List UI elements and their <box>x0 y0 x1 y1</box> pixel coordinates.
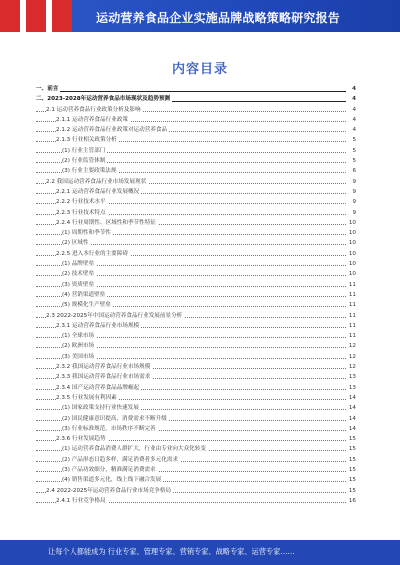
toc-entry-page: 15 <box>346 486 356 496</box>
footer-slogan: 让每个人都能成为 行业专家、管理专家、营销专家、战略专家、运营专家…… <box>48 547 295 556</box>
toc-entry-label: (1) 行业主管部门 <box>62 146 107 156</box>
toc-entry[interactable] <box>36 362 356 372</box>
toc-entry-page: 12 <box>346 341 356 351</box>
toc-entry[interactable] <box>36 218 356 228</box>
toc-entry-label: (1) 全球市场 <box>62 331 96 341</box>
toc-entry-label: (3) 行业标准规范，市场秩序不断完善 <box>62 424 158 434</box>
toc-entry-page: 9 <box>346 187 356 197</box>
toc-entry-label: 2.3.2 我国运动营养食品行业市场规模 <box>56 362 152 372</box>
toc-entry[interactable] <box>36 290 356 300</box>
toc-entry-page: 11 <box>346 331 356 341</box>
toc-entry-label: 2.3.3 我国运动营养食品行业市场需求 <box>56 372 152 382</box>
toc-entry[interactable] <box>36 156 356 166</box>
toc-entry-label: (3) 美国市场 <box>62 352 96 362</box>
toc-entry[interactable] <box>36 383 356 393</box>
toc-entry-label: 2.2.2 行业技术水平 <box>56 197 108 207</box>
toc-entry[interactable] <box>36 177 356 187</box>
toc-entry-label: 2.3 2022-2025年中国运动营养食品行业发展前景分析 <box>46 311 184 321</box>
toc-entry-page: 11 <box>346 321 356 331</box>
toc-entry-label: (4) 销售渠道多元化，线上线下融合发展 <box>62 475 163 485</box>
toc-entry[interactable] <box>36 475 356 485</box>
toc-entry[interactable] <box>36 424 356 434</box>
toc-entry-label: 2.3.5 行业发展有利因素 <box>56 393 119 403</box>
toc-entry-label: 二、2023-2028年运动营养食品市场现状及趋势预测 <box>36 94 172 104</box>
toc-entry-page: 4 <box>346 125 356 135</box>
toc-entry[interactable] <box>36 238 356 248</box>
toc-entry-page: 15 <box>346 434 356 444</box>
toc-entry[interactable] <box>36 249 356 259</box>
toc-entry-label: (3) 行业主要政策法规 <box>62 166 118 176</box>
toc-entry[interactable] <box>36 465 356 475</box>
toc-entry[interactable] <box>36 197 356 207</box>
toc-entry-page: 10 <box>346 259 356 269</box>
toc-entry-page: 12 <box>346 352 356 362</box>
toc-entry-label: 2.4 2022-2025年运动营养食品行业市场竞争格局 <box>46 486 173 496</box>
toc-entry[interactable] <box>36 486 356 496</box>
toc-entry-label: (1) 运动营养食品消费人群扩大，行业由专业向大众化转变 <box>62 444 208 454</box>
toc-entry[interactable] <box>36 341 356 351</box>
toc-entry-page: 10 <box>346 228 356 238</box>
toc-entry-label: 2.1 运动营养食品行业政策分析及影响 <box>46 105 143 115</box>
toc-entry[interactable] <box>36 352 356 362</box>
toc-entry-page: 9 <box>346 208 356 218</box>
toc-entry-page: 11 <box>346 311 356 321</box>
toc-entry-label: (1) 周期性和季节性 <box>62 228 113 238</box>
toc-entry-page: 10 <box>346 269 356 279</box>
toc-entry-label: 2.2.4 行业周期性、区域性和季节性特征 <box>56 218 158 228</box>
toc-entry[interactable] <box>36 187 356 197</box>
toc-entry-label: 2.1.1 运动营养食品行业政策 <box>56 115 130 125</box>
toc-entry-label: 2.3.1 运动营养食品行业市场规模 <box>56 321 141 331</box>
toc-entry[interactable] <box>36 331 356 341</box>
toc-entry[interactable] <box>36 300 356 310</box>
toc-entry[interactable] <box>36 269 356 279</box>
toc-entry-label: 2.2.5 进入本行业的主要障碍 <box>56 249 130 259</box>
toc-entry[interactable] <box>36 228 356 238</box>
toc-entry-page: 11 <box>346 290 356 300</box>
toc-entry-label: (2) 欧洲市场 <box>62 341 96 351</box>
toc-entry-page: 4 <box>346 84 356 94</box>
toc-entry-label: (4) 营销渠道壁垒 <box>62 290 107 300</box>
toc-entry-page: 16 <box>346 496 356 506</box>
toc-entry-page: 10 <box>346 238 356 248</box>
toc-entry-page: 5 <box>346 146 356 156</box>
header-red-stripe <box>26 0 46 32</box>
toc-entry-page: 15 <box>346 465 356 475</box>
table-of-contents <box>36 84 356 506</box>
toc-entry[interactable] <box>36 496 356 506</box>
toc-entry-page: 5 <box>346 156 356 166</box>
toc-entry[interactable] <box>36 403 356 413</box>
toc-entry-page: 6 <box>346 166 356 176</box>
toc-entry-label: 2.2.1 运动营养食品行业发展概况 <box>56 187 141 197</box>
toc-entry[interactable] <box>36 311 356 321</box>
toc-entry-page: 14 <box>346 424 356 434</box>
toc-entry-page: 14 <box>346 403 356 413</box>
toc-entry[interactable] <box>36 321 356 331</box>
page-footer <box>0 540 400 565</box>
toc-entry-label: (5) 规模化生产壁垒 <box>62 300 113 310</box>
toc-entry-page: 9 <box>346 177 356 187</box>
toc-entry[interactable] <box>36 125 356 135</box>
toc-entry[interactable] <box>36 280 356 290</box>
toc-entry-page: 14 <box>346 393 356 403</box>
toc-entry-page: 11 <box>346 280 356 290</box>
toc-entry-label: (2) 行业监管体制 <box>62 156 107 166</box>
toc-entry[interactable] <box>36 135 356 145</box>
toc-entry[interactable] <box>36 166 356 176</box>
toc-entry[interactable] <box>36 146 356 156</box>
toc-entry-label: (2) 产品形态日趋多样，满足消费者多元化需求 <box>62 455 180 465</box>
toc-entry-page: 5 <box>346 135 356 145</box>
toc-entry-label: (1) 国家政策支持行业快速发展 <box>62 403 141 413</box>
toc-entry[interactable] <box>36 455 356 465</box>
toc-entry-label: (3) 资质壁垒 <box>62 280 96 290</box>
toc-leader-dots <box>36 91 346 92</box>
toc-heading: 内容目录 <box>171 62 228 77</box>
toc-entry-label: 2.3.4 国产运动营养食品品牌崛起 <box>56 383 141 393</box>
toc-entry[interactable] <box>36 393 356 403</box>
toc-entry-label: (2) 国民健康意识提高，消费需求不断升级 <box>62 414 169 424</box>
report-title: 运动营养食品企业实施品牌战略策略研究报告 <box>96 11 341 25</box>
toc-entry-label: (3) 产品功效细分，精准满足消费需求 <box>62 465 158 475</box>
toc-entry-page: 15 <box>346 444 356 454</box>
toc-entry[interactable] <box>36 94 356 104</box>
toc-entry-label: 一、前言 <box>36 84 60 94</box>
toc-entry-page: 13 <box>346 383 356 393</box>
toc-entry-page: 12 <box>346 362 356 372</box>
toc-entry-page: 4 <box>346 94 356 104</box>
toc-entry-page: 9 <box>346 197 356 207</box>
toc-entry[interactable] <box>36 115 356 125</box>
toc-entry[interactable] <box>36 259 356 269</box>
toc-entry-label: 2.3.6 行业发展趋势 <box>56 434 108 444</box>
toc-entry-label: 2.2 我国运动营养食品行业市场发展现状 <box>46 177 148 187</box>
toc-entry-page: 15 <box>346 455 356 465</box>
toc-entry[interactable] <box>36 208 356 218</box>
toc-entry-page: 10 <box>346 218 356 228</box>
toc-entry[interactable] <box>36 444 356 454</box>
toc-entry-page: 14 <box>346 414 356 424</box>
toc-entry-page: 4 <box>346 105 356 115</box>
page-header <box>0 0 400 32</box>
toc-entry-label: (1) 品牌壁垒 <box>62 259 96 269</box>
toc-entry[interactable] <box>36 372 356 382</box>
toc-entry-label: 2.1.3 行业相关政策分析 <box>56 135 119 145</box>
toc-entry-label: (2) 区域性 <box>62 238 90 248</box>
toc-entry[interactable] <box>36 84 356 94</box>
header-red-stripe <box>0 0 20 32</box>
header-red-stripe <box>52 0 72 32</box>
toc-entry-label: 2.2.3 行业技术特点 <box>56 208 108 218</box>
toc-entry-page: 10 <box>346 249 356 259</box>
toc-entry-page: 11 <box>346 300 356 310</box>
toc-entry-label: 2.4.1 行业竞争格局 <box>56 496 108 506</box>
toc-entry[interactable] <box>36 434 356 444</box>
toc-entry[interactable] <box>36 414 356 424</box>
toc-entry-page: 13 <box>346 372 356 382</box>
toc-entry-page: 15 <box>346 475 356 485</box>
toc-entry-page: 4 <box>346 115 356 125</box>
toc-entry[interactable] <box>36 105 356 115</box>
toc-entry-label: (2) 技术壁垒 <box>62 269 96 279</box>
toc-entry-label: 2.1.2 运动营养食品行业政策对运动营养食品 <box>56 125 169 135</box>
